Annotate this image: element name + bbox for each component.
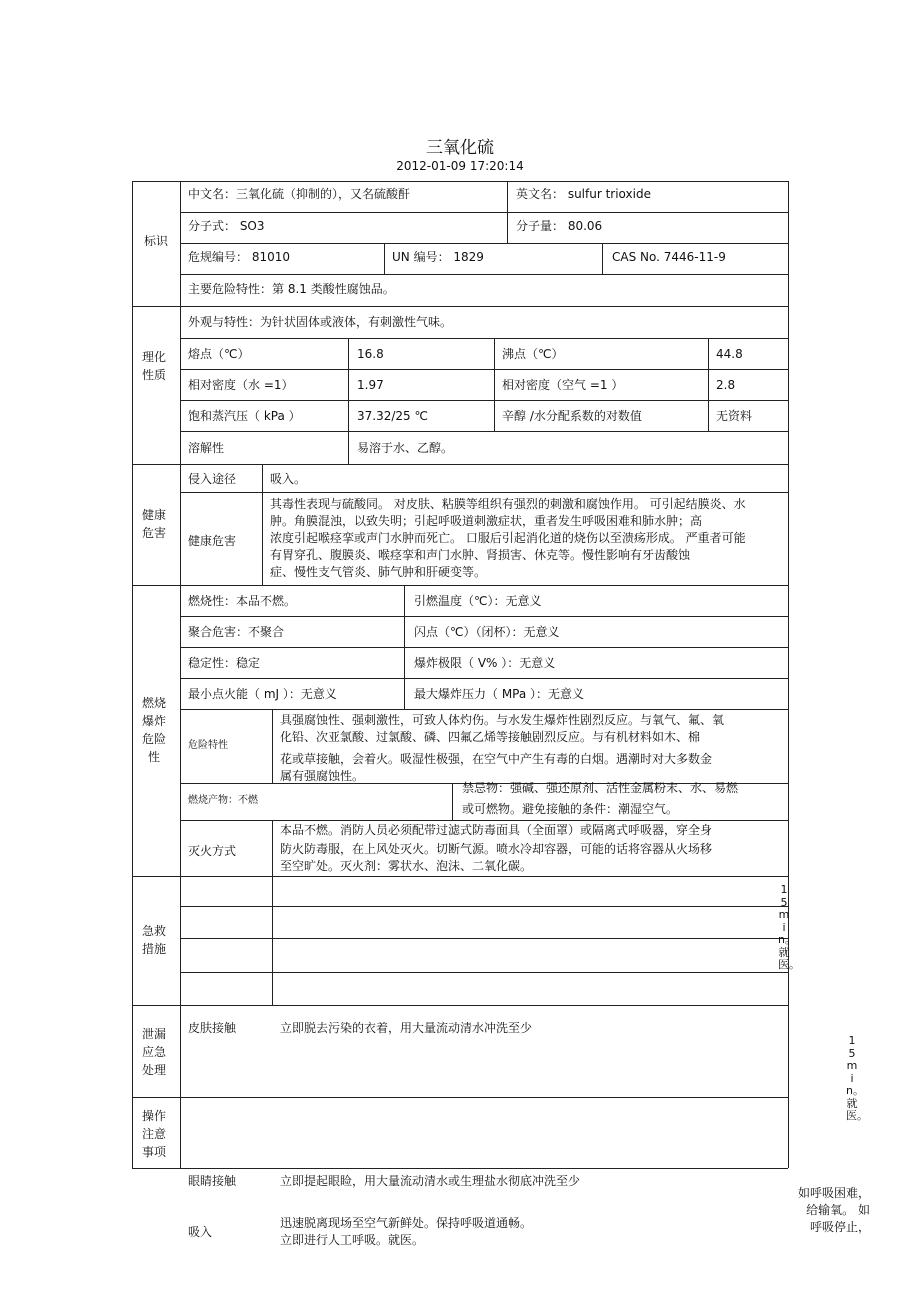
section-first-aid: 急救措施 bbox=[141, 924, 166, 956]
section-fire: 燃烧爆炸危险性 bbox=[141, 696, 166, 764]
en-name: 英文名： sulfur trioxide bbox=[516, 187, 651, 201]
skin-contact-value: 立即脱去污染的衣着，用大量流动清水冲洗至少 bbox=[280, 1021, 533, 1035]
solubility-value: 易溶于水、乙醇。 bbox=[357, 441, 454, 455]
eye-contact-value: 立即提起眼睑，用大量流动清水或生理盐水彻底冲洗至少 bbox=[280, 1174, 581, 1188]
cn-name: 中文名：三氧化硫（抑制的），又名硫酸酐 bbox=[188, 187, 411, 201]
combustion-products: 燃烧产物：不燃 bbox=[188, 795, 258, 806]
route-label: 侵入途径 bbox=[188, 472, 237, 486]
melting-label: 熔点（℃） bbox=[188, 347, 250, 361]
molecular-weight: 分子量： 80.06 bbox=[516, 219, 603, 233]
melting-value: 16.8 bbox=[357, 347, 384, 361]
eye-contact-label: 眼睛接触 bbox=[188, 1174, 237, 1188]
section-physchem: 理化性质 bbox=[142, 350, 167, 382]
inhalation-label: 吸入 bbox=[188, 1225, 213, 1239]
boiling-value: 44.8 bbox=[716, 347, 743, 361]
density-water-value: 1.97 bbox=[357, 378, 384, 392]
incompatibles: 禁忌物：强碱、强还原剂、活性金属粉末、水、易燃 或可燃物。避免接触的条件：潮湿空气。 bbox=[462, 781, 739, 816]
density-air-label: 相对密度（空气 =1 ） bbox=[502, 378, 624, 392]
boiling-label: 沸点（℃） bbox=[502, 347, 564, 361]
section-identification: 标识 bbox=[143, 234, 168, 248]
main-hazard: 主要危险特性：第 8.1 类酸性腐蚀品。 bbox=[188, 282, 395, 296]
vapor-pressure-label: 饱和蒸汽压（ kPa ） bbox=[188, 409, 301, 423]
solubility-label: 溶解性 bbox=[188, 441, 225, 455]
logp-value: 无资料 bbox=[716, 409, 753, 423]
health-hazard-text: 其毒性表现与硫酸同。 对皮肤、粘膜等组织有强烈的刺激和腐蚀作用。 可引起结膜炎、水 肿。角膜混浊，以致失明；引起呼吸道刺激症状，重者发生呼吸困难和肺水肿；高 浓度引起喉痉挛或声门水肿而死亡。 口服后引起消化道的烧伤以至溃疡形成。 严重者可能 有胃穿孔、腹膜炎、喉痉挛和声门水肿、肾损害、休克等。慢性影响有牙齿酸蚀 症、慢性支气管炎、肺气肿和肝硬变等。 bbox=[270, 497, 746, 579]
explosion-limit: 爆炸极限（ V% ）：无意义 bbox=[414, 656, 556, 670]
fire-hazard-text: 具强腐蚀性、强刺激性，可致人体灼伤。与水发生爆炸性剧烈反应。与氧气、氟、氧 化铅、次亚氯酸、过氯酸、磷、四氟乙烯等接触剧烈反应。与有机材料如木、棉 花或草接触，会着火。吸湿性极强，在空气中产生有毒的白烟。遇潮时对大多数金 属有强腐蚀性。 bbox=[280, 713, 725, 783]
inhalation-side-note: 如呼吸困难， 给输氧。 如 呼吸停止， bbox=[797, 1186, 870, 1234]
polymerization: 聚合危害：不聚合 bbox=[188, 625, 285, 639]
inhalation-text: 迅速脱离现场至空气新鲜处。保持呼吸道通畅。 立即进行人工呼吸。就医。 bbox=[280, 1216, 533, 1247]
first-aid-side-note: 15min。就医。 bbox=[778, 883, 800, 971]
health-hazard-label: 健康危害 bbox=[188, 534, 237, 548]
flammability: 燃烧性：本品不燃。 bbox=[188, 594, 297, 608]
vapor-pressure-value: 37.32/25 ℃ bbox=[357, 409, 428, 423]
density-air-value: 2.8 bbox=[716, 378, 736, 392]
timestamp: 2012-01-09 17:20:14 bbox=[396, 159, 524, 173]
stability: 稳定性：稳定 bbox=[188, 656, 261, 670]
handling-side-note: 15min。就医。 bbox=[846, 1034, 868, 1122]
ignition-temp: 引燃温度（℃）：无意义 bbox=[414, 594, 542, 608]
flash-point: 闪点（℃）（闭杯）：无意义 bbox=[414, 625, 560, 639]
section-health: 健康危害 bbox=[141, 508, 166, 540]
un-number: UN 编号： 1829 bbox=[392, 250, 484, 264]
fire-hazard-label: 危险特性 bbox=[188, 740, 228, 751]
appearance: 外观与特性：为针状固体或液体，有刺激性气味。 bbox=[188, 315, 453, 329]
extinguish-label: 灭火方式 bbox=[188, 844, 237, 858]
route-value: 吸入。 bbox=[270, 472, 307, 486]
logp-label: 辛醇 /水分配系数的对数值 bbox=[502, 409, 642, 423]
min-ignition-energy: 最小点火能（ mJ ）：无意义 bbox=[188, 687, 337, 701]
section-spill: 泄漏应急处理 bbox=[141, 1027, 166, 1077]
max-explosion-pressure: 最大爆炸压力（ MPa ）：无意义 bbox=[414, 687, 585, 701]
document-title: 三氧化硫 bbox=[426, 138, 494, 158]
molecular-formula: 分子式： SO3 bbox=[188, 219, 265, 233]
extinguish-text: 本品不燃。消防人员必须配带过滤式防毒面具（全面罩）或隔离式呼吸器，穿全身 防火防毒服，在上风处灭火。切断气源。喷水冷却容器，可能的话将容器从火场移 至空旷处。灭火剂：雾状水、泡沫、二氧化碳。 bbox=[280, 823, 713, 873]
section-handling: 操作注意事项 bbox=[141, 1109, 166, 1159]
hazard-number: 危规编号： 81010 bbox=[188, 250, 290, 264]
cas-number: CAS No. 7446-11-9 bbox=[612, 250, 726, 264]
skin-contact-label: 皮肤接触 bbox=[188, 1021, 237, 1035]
density-water-label: 相对密度（水 =1） bbox=[188, 378, 294, 392]
